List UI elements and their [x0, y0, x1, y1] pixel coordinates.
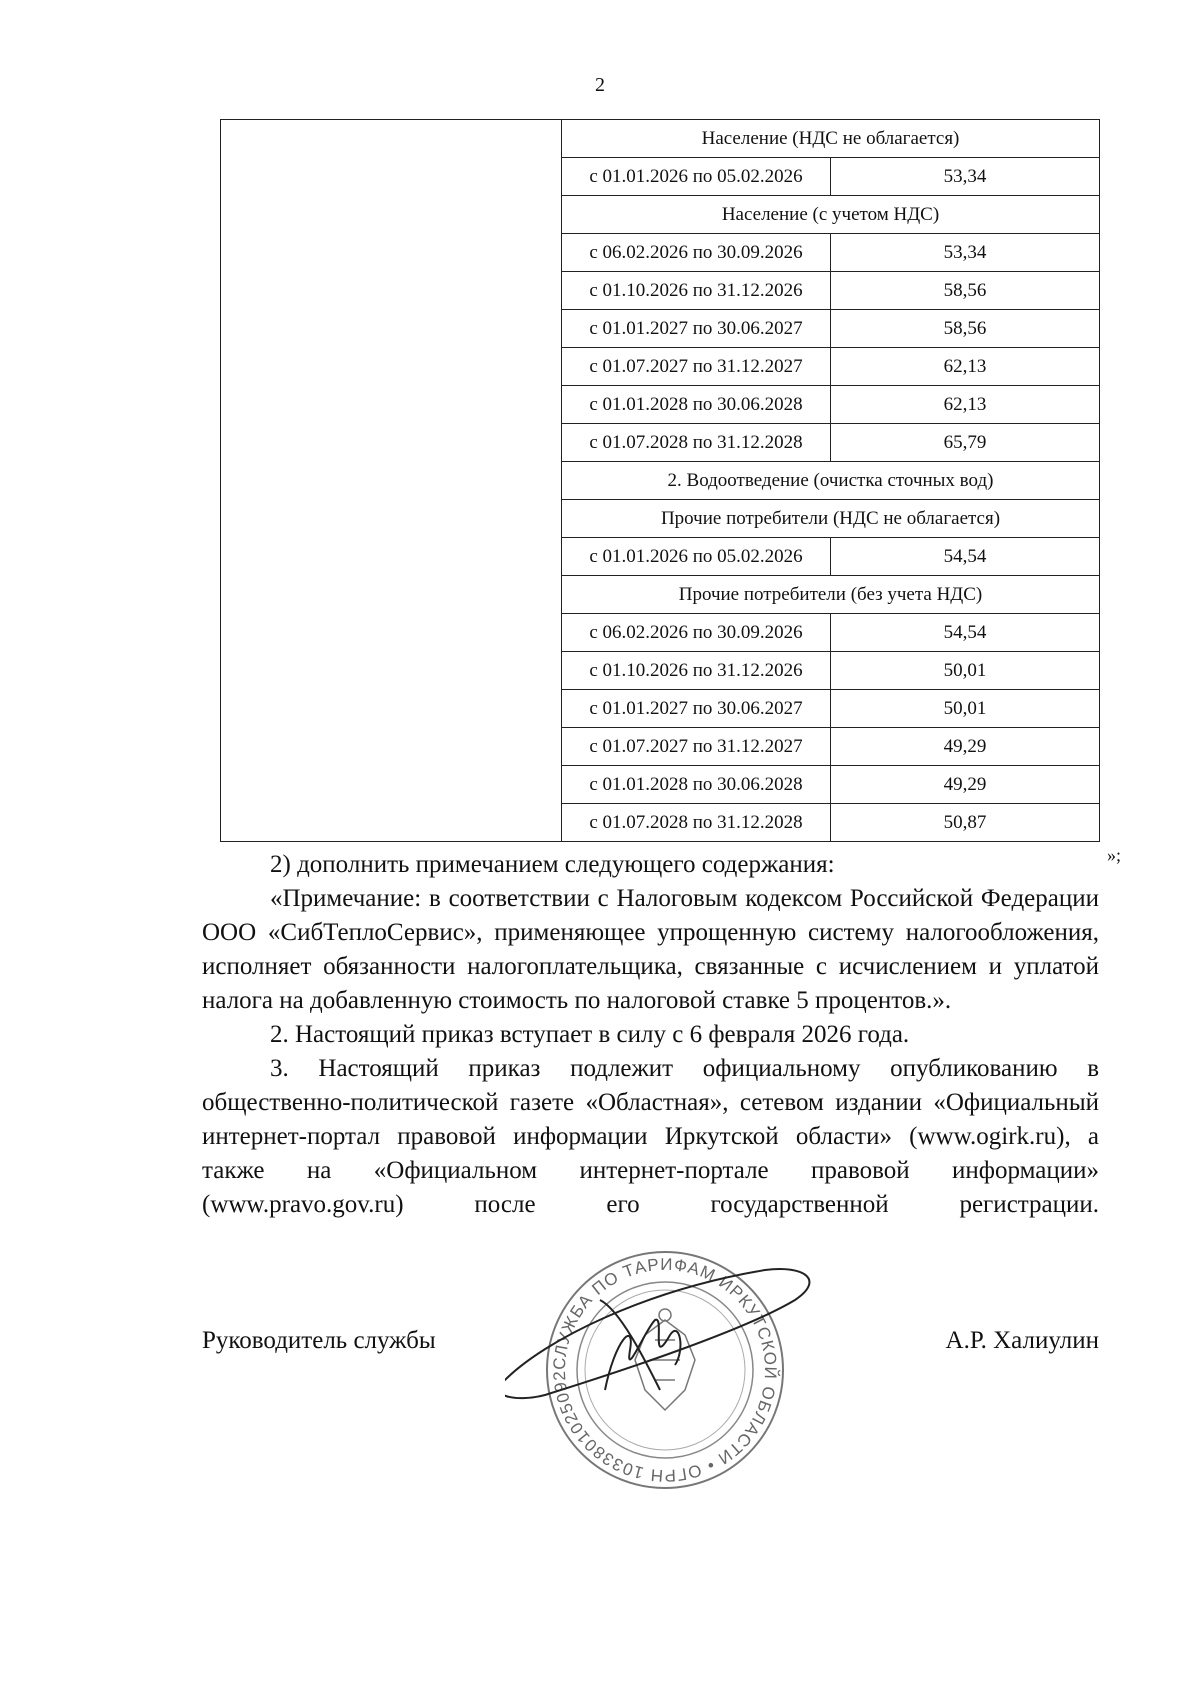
- tariff-value-cell: 54,54: [831, 614, 1100, 652]
- tariff-value-cell: 49,29: [831, 766, 1100, 804]
- paragraph-publication: 3. Настоящий приказ подлежит официальному опубликованию в общественно-политической газете «Областная», сетевом издании «Официальный интернет-портал правовой информации Иркутской области» (www.ogirk.ru), а также на «Официальном интернет-портале правовой информации» (www.pravo.gov.ru) после его государственной регистрации.: [202, 1055, 1099, 1218]
- tariff-value-cell: 50,01: [831, 690, 1100, 728]
- section-header-cell: 2. Водоотведение (очистка сточных вод): [562, 462, 1100, 500]
- tariff-value-cell: 49,29: [831, 728, 1100, 766]
- paragraph-addition: 2) дополнить примечанием следующего содержания:: [270, 851, 835, 878]
- period-cell: с 01.01.2027 по 30.06.2027: [562, 310, 831, 348]
- signer-name: А.Р. Халиулин: [945, 1327, 1099, 1354]
- paragraph-effective-date: 2. Настоящий приказ вступает в силу с 6 февраля 2026 года.: [270, 1021, 910, 1048]
- paragraph-note: «Примечание: в соответствии с Налоговым кодексом Российской Федерации ООО «СибТеплоСервис», применяющее упрощенную систему налогообложения, исполняет обязанности налогоплательщика, связанные с исчислением и уплатой налога на добавленную стоимость по налоговой ставке 5 процентов.».: [202, 885, 1099, 1014]
- period-cell: с 01.07.2027 по 31.12.2027: [562, 348, 831, 386]
- section-header-cell: Население (НДС не облагается): [562, 120, 1100, 158]
- order-text: [202, 848, 1099, 1222]
- tariff-value-cell: 62,13: [831, 348, 1100, 386]
- section-header-cell: Население (с учетом НДС): [562, 196, 1100, 234]
- tariff-value-cell: 54,54: [831, 538, 1100, 576]
- tariff-value-cell: 62,13: [831, 386, 1100, 424]
- tariff-value-cell: 50,87: [831, 804, 1100, 842]
- tariff-value-cell: 53,34: [831, 158, 1100, 196]
- period-cell: с 01.10.2026 по 31.12.2026: [562, 272, 831, 310]
- tariff-value-cell: 65,79: [831, 424, 1100, 462]
- tariff-value-cell: 58,56: [831, 310, 1100, 348]
- period-cell: с 01.10.2026 по 31.12.2026: [562, 652, 831, 690]
- period-cell: с 01.01.2028 по 30.06.2028: [562, 386, 831, 424]
- table-blank-cell: [221, 120, 562, 842]
- period-cell: с 01.07.2028 по 31.12.2028: [562, 424, 831, 462]
- period-cell: с 01.01.2027 по 30.06.2027: [562, 690, 831, 728]
- signer-position: Руководитель службы: [202, 1327, 436, 1354]
- official-stamp: [505, 1240, 825, 1500]
- period-cell: с 06.02.2026 по 30.09.2026: [562, 614, 831, 652]
- table-section-header-row: [221, 120, 1100, 158]
- tariff-table: [220, 119, 1100, 842]
- tariff-value-cell: 50,01: [831, 652, 1100, 690]
- tariff-value-cell: 53,34: [831, 234, 1100, 272]
- section-header-cell: Прочие потребители (без учета НДС): [562, 576, 1100, 614]
- period-cell: с 01.07.2027 по 31.12.2027: [562, 728, 831, 766]
- page-number: 2: [595, 74, 605, 96]
- period-cell: с 01.01.2026 по 05.02.2026: [562, 158, 831, 196]
- stamp-outer-text: СЛУЖБА ПО ТАРИФАМ ИРКУТСКОЙ ОБЛАСТИ • ОГРН 1033801025092: [549, 1254, 781, 1486]
- section-header-cell: Прочие потребители (НДС не облагается): [562, 500, 1100, 538]
- period-cell: с 06.02.2026 по 30.09.2026: [562, 234, 831, 272]
- period-cell: с 01.07.2028 по 31.12.2028: [562, 804, 831, 842]
- tariff-value-cell: 58,56: [831, 272, 1100, 310]
- period-cell: с 01.01.2026 по 05.02.2026: [562, 538, 831, 576]
- table-closing-mark: »;: [1107, 845, 1122, 865]
- period-cell: с 01.01.2028 по 30.06.2028: [562, 766, 831, 804]
- stamp-outer-ring: [547, 1252, 783, 1488]
